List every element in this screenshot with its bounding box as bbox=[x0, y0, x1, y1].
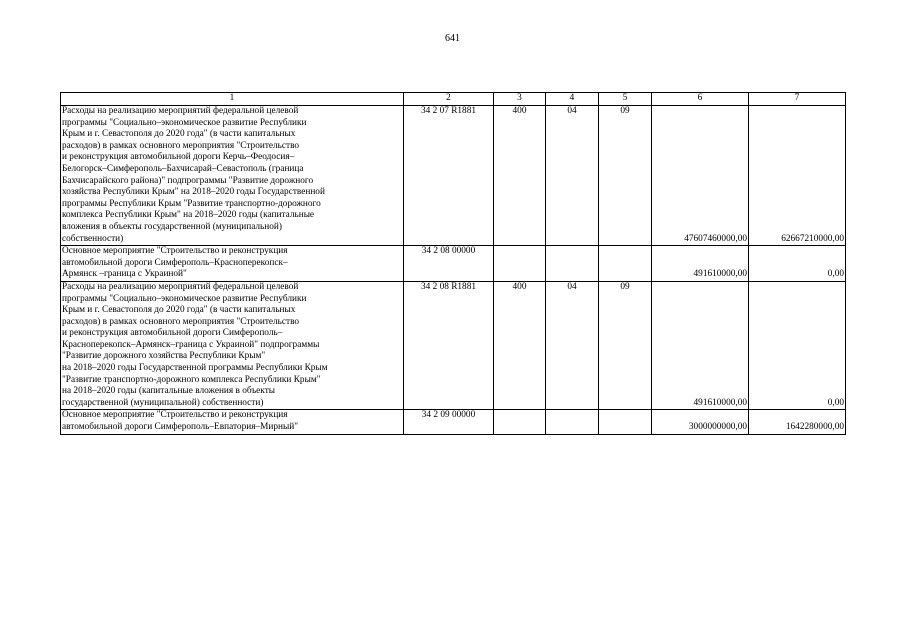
row-col3: 400 bbox=[494, 106, 546, 246]
table-row bbox=[61, 106, 846, 246]
row-amount-6: 491610000,00 bbox=[652, 246, 749, 282]
header-col-6: 6 bbox=[652, 93, 749, 106]
row-amount-6: 47607460000,00 bbox=[652, 106, 749, 246]
header-col-4: 4 bbox=[546, 93, 599, 106]
row-code: 34 2 08 R1881 bbox=[404, 281, 494, 410]
row-col5: 09 bbox=[599, 281, 652, 410]
row-col3 bbox=[494, 246, 546, 282]
budget-table bbox=[60, 92, 846, 435]
row-col4: 04 bbox=[546, 106, 599, 246]
page-number: 641 bbox=[445, 33, 460, 44]
row-col4: 04 bbox=[546, 281, 599, 410]
table-row bbox=[61, 410, 846, 434]
header-col-7: 7 bbox=[749, 93, 846, 106]
row-col4 bbox=[546, 410, 599, 434]
table-row bbox=[61, 246, 846, 282]
header-row bbox=[61, 93, 846, 106]
row-code: 34 2 07 R1881 bbox=[404, 106, 494, 246]
row-col3 bbox=[494, 410, 546, 434]
row-amount-7: 0,00 bbox=[749, 246, 846, 282]
row-amount-7: 62667210000,00 bbox=[749, 106, 846, 246]
header-col-2: 2 bbox=[404, 93, 494, 106]
row-col5 bbox=[599, 410, 652, 434]
row-description: Расходы на реализацию мероприятий федеральной целевой программы "Социально–экономическое развитие Республики Крым и г. Севастополя до 2020 года" (в части капитальных расходов) в рамках основного мероприятия "Строительство и реконструкция автомобильной дороги Симферополь– Красноперекопск–Армянск–граница с Украиной" подпрограммы "Развитие дорожного хозяйства Республики Крым" на 2018–2020 годы Государственной программы Республики Крым "Развитие транспортно-дорожного комплекса Республики Крым" на 2018–2020 годы (капитальные вложения в объекты государственной (муниципальной) собственности) bbox=[61, 281, 404, 410]
row-description: Расходы на реализацию мероприятий федеральной целевой программы "Социально–экономическое развитие Республики Крым и г. Севастополя до 2020 года" (в части капитальных расходов) в рамках основного мероприятия "Строительство и реконструкция автомобильной дороги Керчь–Феодосия– Белогорск–Симферополь–Бахчисарай–Севастополь (граница Бахчисарайского района)" подпрограммы "Развитие дорожного хозяйства Республики Крым" на 2018–2020 годы Государственной программы Республики Крым "Развитие транспортно-дорожного комплекса Республики Крым" на 2018–2020 годы (капитальные вложения в объекты государственной (муниципальной) собственности) bbox=[61, 106, 404, 246]
row-code: 34 2 09 00000 bbox=[404, 410, 494, 434]
row-amount-7: 1642280000,00 bbox=[749, 410, 846, 434]
table-row bbox=[61, 281, 846, 410]
row-description: Основное мероприятие "Строительство и реконструкция автомобильной дороги Симферополь–Красноперекопск– Армянск –граница с Украиной" bbox=[61, 246, 404, 282]
header-col-3: 3 bbox=[494, 93, 546, 106]
row-amount-7: 0,00 bbox=[749, 281, 846, 410]
row-amount-6: 491610000,00 bbox=[652, 281, 749, 410]
row-col5: 09 bbox=[599, 106, 652, 246]
row-description: Основное мероприятие "Строительство и реконструкция автомобильной дороги Симферополь–Евпатория–Мирный" bbox=[61, 410, 404, 434]
row-amount-6: 3000000000,00 bbox=[652, 410, 749, 434]
header-col-5: 5 bbox=[599, 93, 652, 106]
row-col4 bbox=[546, 246, 599, 282]
header-col-1: 1 bbox=[61, 93, 404, 106]
row-code: 34 2 08 00000 bbox=[404, 246, 494, 282]
row-col3: 400 bbox=[494, 281, 546, 410]
row-col5 bbox=[599, 246, 652, 282]
